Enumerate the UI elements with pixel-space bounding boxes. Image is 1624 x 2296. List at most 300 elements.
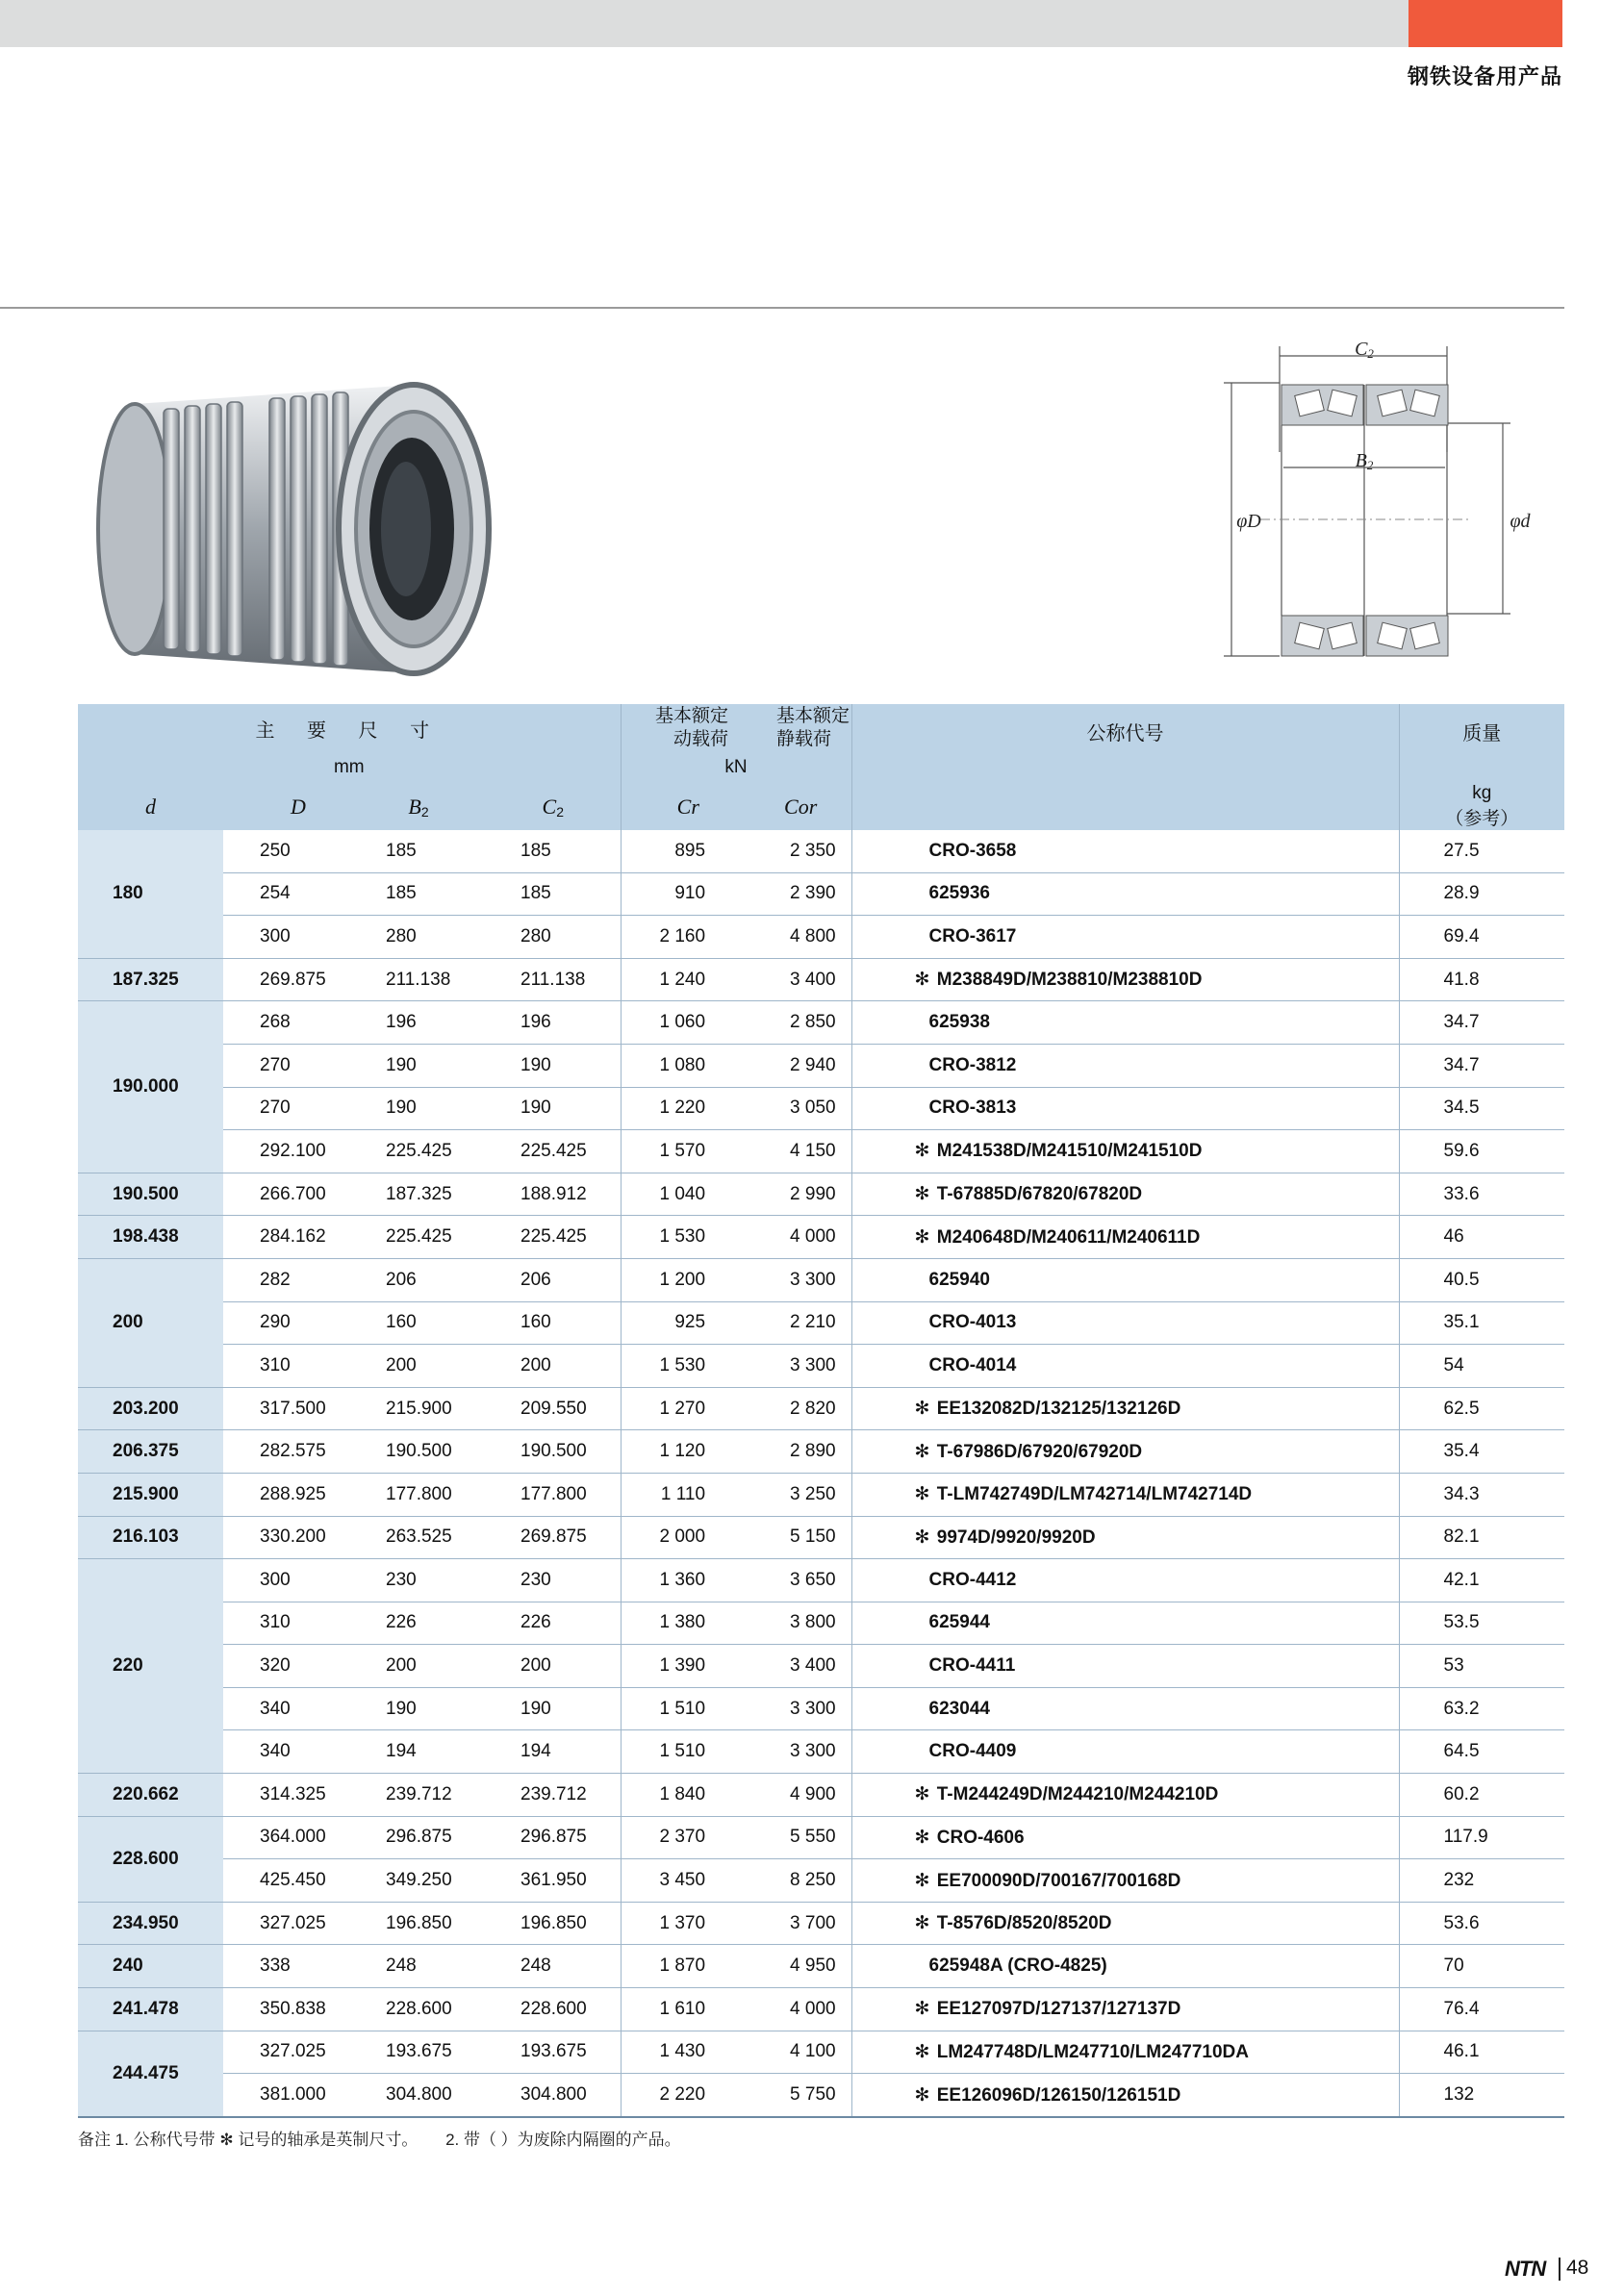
cell-static-Cor: 4 950 — [755, 1945, 851, 1988]
table-row — [78, 1173, 1564, 1216]
cell-outer-D: 327.025 — [223, 1902, 351, 1945]
table-row — [78, 1430, 1564, 1474]
cell-static-Cor: 5 150 — [755, 1516, 851, 1559]
cell-dynamic-Cr: 1 060 — [621, 1001, 755, 1045]
cell-mass: 28.9 — [1399, 872, 1564, 916]
cell-outer-D: 320 — [223, 1645, 351, 1688]
cell-mass: 53.5 — [1399, 1602, 1564, 1645]
designation-text: T-M244249D/M244210/M244210D — [936, 1784, 1219, 1805]
imperial-star-icon: ✻ — [914, 2084, 930, 2106]
cell-designation — [851, 1988, 1399, 2031]
cell-bore-d: 234.950 — [78, 1902, 223, 1945]
cell-dynamic-Cr: 2 370 — [621, 1816, 755, 1859]
cell-outer-D: 350.838 — [223, 1988, 351, 2031]
cell-static-Cor: 4 100 — [755, 2031, 851, 2074]
cell-mass: 69.4 — [1399, 916, 1564, 959]
cell-outer-D: 254 — [223, 872, 351, 916]
header-unit-mm: mm — [78, 752, 621, 783]
cell-width-C2: 193.675 — [486, 2031, 621, 2074]
cell-dynamic-Cr: 1 530 — [621, 1345, 755, 1388]
cell-bore-d: 244.475 — [78, 2031, 223, 2117]
cell-designation — [851, 1602, 1399, 1645]
designation-text: LM247748D/LM247710/LM247710DA — [936, 2041, 1249, 2062]
table-row — [78, 1473, 1564, 1516]
cell-designation — [851, 958, 1399, 1001]
cell-designation — [851, 1859, 1399, 1903]
cell-dynamic-Cr: 1 220 — [621, 1087, 755, 1130]
header-mass: 质量 — [1399, 704, 1564, 783]
table-row — [78, 1774, 1564, 1817]
designation-text: 625940 — [928, 1269, 990, 1290]
table-row — [78, 1687, 1564, 1730]
designation-text: CRO-3812 — [928, 1054, 1017, 1075]
cell-static-Cor: 3 250 — [755, 1473, 851, 1516]
cell-width-B2: 280 — [351, 916, 486, 959]
cell-dynamic-Cr: 1 080 — [621, 1044, 755, 1087]
cell-width-C2: 239.712 — [486, 1774, 621, 1817]
designation-text: T-8576D/8520/8520D — [936, 1913, 1112, 1934]
cell-static-Cor: 3 650 — [755, 1559, 851, 1602]
cell-dynamic-Cr: 1 200 — [621, 1258, 755, 1301]
cell-outer-D: 338 — [223, 1945, 351, 1988]
imperial-star-icon: ✻ — [914, 970, 930, 991]
table-row — [78, 1044, 1564, 1087]
cell-designation — [851, 1345, 1399, 1388]
cell-mass: 41.8 — [1399, 958, 1564, 1001]
designation-text: M238849D/M238810/M238810D — [936, 970, 1203, 991]
cell-outer-D: 317.500 — [223, 1387, 351, 1430]
cell-dynamic-Cr: 1 510 — [621, 1687, 755, 1730]
cell-static-Cor: 3 800 — [755, 1602, 851, 1645]
cell-dynamic-Cr: 895 — [621, 830, 755, 872]
cell-designation — [851, 1902, 1399, 1945]
designation-text: CRO-3617 — [928, 925, 1017, 946]
header-col-Cor: Cor — [755, 783, 851, 830]
cell-outer-D: 364.000 — [223, 1816, 351, 1859]
cell-static-Cor: 2 890 — [755, 1430, 851, 1474]
header-col-Cr: Cr — [621, 783, 755, 830]
header-dynamic-load: 基本额定 动载荷 — [621, 704, 755, 752]
cell-width-C2: 196.850 — [486, 1902, 621, 1945]
table-row — [78, 1387, 1564, 1430]
cell-width-B2: 160 — [351, 1301, 486, 1345]
table-row — [78, 1001, 1564, 1045]
designation-text: T-67986D/67920/67920D — [936, 1441, 1143, 1462]
cell-width-C2: 190 — [486, 1044, 621, 1087]
cell-outer-D: 266.700 — [223, 1173, 351, 1216]
cell-outer-D: 327.025 — [223, 2031, 351, 2074]
header-col-code-empty — [851, 783, 1399, 830]
cell-bore-d: 190.000 — [78, 1001, 223, 1173]
cell-designation — [851, 1430, 1399, 1474]
cell-static-Cor: 5 550 — [755, 1816, 851, 1859]
cell-designation — [851, 1258, 1399, 1301]
imperial-star-icon: ✻ — [914, 1870, 930, 1891]
cell-mass: 64.5 — [1399, 1730, 1564, 1774]
cell-static-Cor: 2 940 — [755, 1044, 851, 1087]
cell-width-B2: 200 — [351, 1345, 486, 1388]
imperial-star-icon: ✻ — [914, 1784, 930, 1805]
cell-mass: 34.3 — [1399, 1473, 1564, 1516]
cell-width-C2: 190.500 — [486, 1430, 621, 1474]
cell-dynamic-Cr: 1 510 — [621, 1730, 755, 1774]
cell-width-C2: 200 — [486, 1345, 621, 1388]
cell-static-Cor: 4 800 — [755, 916, 851, 959]
cell-designation — [851, 916, 1399, 959]
imperial-star-icon: ✻ — [914, 1999, 930, 2020]
designation-text: M241538D/M241510/M241510D — [936, 1141, 1203, 1162]
cell-width-B2: 206 — [351, 1258, 486, 1301]
cell-width-C2: 248 — [486, 1945, 621, 1988]
header-unit-kn: kN — [621, 752, 851, 783]
designation-text: CRO-4409 — [928, 1741, 1017, 1762]
cell-width-C2: 185 — [486, 872, 621, 916]
designation-text: 623044 — [928, 1698, 990, 1719]
cell-width-B2: 190 — [351, 1044, 486, 1087]
cell-width-C2: 361.950 — [486, 1859, 621, 1903]
cell-designation — [851, 872, 1399, 916]
table-row — [78, 1730, 1564, 1774]
imperial-star-icon: ✻ — [914, 1226, 930, 1248]
cell-designation — [851, 1687, 1399, 1730]
cell-dynamic-Cr: 1 840 — [621, 1774, 755, 1817]
cell-width-B2: 196.850 — [351, 1902, 486, 1945]
cell-static-Cor: 4 000 — [755, 1988, 851, 2031]
imperial-star-icon: ✻ — [914, 1141, 930, 1162]
cell-outer-D: 381.000 — [223, 2074, 351, 2117]
cell-outer-D: 290 — [223, 1301, 351, 1345]
diagram-phi-D-label: φD — [1236, 511, 1261, 532]
dimension-diagram — [1222, 337, 1559, 669]
table-row — [78, 2074, 1564, 2117]
diagram-c2-label: C — [1355, 339, 1368, 360]
cell-dynamic-Cr: 1 870 — [621, 1945, 755, 1988]
imperial-star-icon: ✻ — [914, 1184, 930, 1205]
header-col-d: d — [78, 783, 223, 830]
cell-static-Cor: 3 400 — [755, 1645, 851, 1688]
cell-mass: 54 — [1399, 1345, 1564, 1388]
imperial-star-icon: ✻ — [914, 1827, 930, 1848]
cell-bore-d: 206.375 — [78, 1430, 223, 1474]
cell-bore-d: 216.103 — [78, 1516, 223, 1559]
imperial-star-icon: ✻ — [914, 1441, 930, 1462]
cell-designation — [851, 1087, 1399, 1130]
designation-text: 625938 — [928, 1012, 990, 1033]
cell-width-C2: 190 — [486, 1687, 621, 1730]
cell-outer-D: 282.575 — [223, 1430, 351, 1474]
table-row — [78, 1087, 1564, 1130]
cell-width-C2: 225.425 — [486, 1130, 621, 1173]
cell-designation — [851, 1559, 1399, 1602]
cell-static-Cor: 8 250 — [755, 1859, 851, 1903]
cell-bore-d: 203.200 — [78, 1387, 223, 1430]
imperial-star-icon: ✻ — [914, 1484, 930, 1505]
table-row — [78, 1345, 1564, 1388]
header-col-C2: $C_2$ — [486, 783, 621, 830]
designation-text: CRO-4411 — [928, 1655, 1016, 1677]
cell-outer-D: 340 — [223, 1730, 351, 1774]
designation-text: CRO-4013 — [928, 1312, 1017, 1333]
cell-designation — [851, 1816, 1399, 1859]
table-row — [78, 872, 1564, 916]
cell-width-C2: 304.800 — [486, 2074, 621, 2117]
cell-mass: 76.4 — [1399, 1988, 1564, 2031]
cell-designation — [851, 2074, 1399, 2117]
cell-designation — [851, 1945, 1399, 1988]
cell-width-C2: 200 — [486, 1645, 621, 1688]
cell-width-C2: 228.600 — [486, 1988, 621, 2031]
cell-static-Cor: 5 750 — [755, 2074, 851, 2117]
cell-width-B2: 248 — [351, 1945, 486, 1988]
svg-text:C2: C2 — [1355, 339, 1374, 361]
cell-width-C2: 190 — [486, 1087, 621, 1130]
cell-width-C2: 185 — [486, 830, 621, 872]
footnote — [78, 2126, 704, 2150]
table-row — [78, 916, 1564, 959]
cell-width-B2: 228.600 — [351, 1988, 486, 2031]
cell-width-C2: 280 — [486, 916, 621, 959]
cell-width-B2: 200 — [351, 1645, 486, 1688]
cell-dynamic-Cr: 1 380 — [621, 1602, 755, 1645]
cell-dynamic-Cr: 2 160 — [621, 916, 755, 959]
cell-designation — [851, 1473, 1399, 1516]
cell-bore-d: 187.325 — [78, 958, 223, 1001]
header-divider — [0, 307, 1564, 309]
cell-outer-D: 282 — [223, 1258, 351, 1301]
cell-width-C2: 230 — [486, 1559, 621, 1602]
table-row — [78, 1258, 1564, 1301]
cell-bore-d: 220.662 — [78, 1774, 223, 1817]
cell-width-B2: 190 — [351, 1087, 486, 1130]
cell-width-C2: 211.138 — [486, 958, 621, 1001]
cell-dynamic-Cr: 1 360 — [621, 1559, 755, 1602]
designation-text: CRO-3813 — [928, 1098, 1017, 1119]
header-main-dimensions: 主 要 尺 寸 — [78, 704, 621, 752]
cell-width-C2: 188.912 — [486, 1173, 621, 1216]
designation-text: CRO-4412 — [928, 1569, 1017, 1590]
table-row — [78, 1988, 1564, 2031]
designation-text: T-67885D/67820/67820D — [936, 1184, 1143, 1205]
cell-outer-D: 288.925 — [223, 1473, 351, 1516]
designation-text: CRO-3658 — [928, 840, 1017, 861]
header-col-B2: $B_2$ — [351, 783, 486, 830]
cell-outer-D: 270 — [223, 1087, 351, 1130]
cell-width-B2: 211.138 — [351, 958, 486, 1001]
cell-mass: 63.2 — [1399, 1687, 1564, 1730]
designation-text: M240648D/M240611/M240611D — [936, 1226, 1201, 1248]
cell-bore-d: 220 — [78, 1559, 223, 1774]
table-row — [78, 1130, 1564, 1173]
cell-width-B2: 230 — [351, 1559, 486, 1602]
table-row — [78, 1645, 1564, 1688]
table-row — [78, 1559, 1564, 1602]
designation-text: EE700090D/700167/700168D — [936, 1870, 1181, 1891]
designation-text: EE126096D/126150/126151D — [936, 2084, 1181, 2106]
imperial-star-icon: ✻ — [914, 1526, 930, 1548]
cell-width-C2: 269.875 — [486, 1516, 621, 1559]
cell-width-C2: 196 — [486, 1001, 621, 1045]
cell-bore-d: 241.478 — [78, 1988, 223, 2031]
section-title: 钢铁设备用产品 — [1407, 64, 1562, 88]
table-row — [78, 1602, 1564, 1645]
cell-outer-D: 310 — [223, 1602, 351, 1645]
cell-outer-D: 310 — [223, 1345, 351, 1388]
cell-static-Cor: 3 300 — [755, 1687, 851, 1730]
cell-designation — [851, 2031, 1399, 2074]
cell-mass: 34.7 — [1399, 1001, 1564, 1045]
cell-outer-D: 340 — [223, 1687, 351, 1730]
cell-mass: 35.4 — [1399, 1430, 1564, 1474]
cell-width-B2: 193.675 — [351, 2031, 486, 2074]
cell-dynamic-Cr: 2 000 — [621, 1516, 755, 1559]
footnote-1: 备注 1. 公称代号带 ✻ 记号的轴承是英制尺寸。 — [78, 2131, 419, 2149]
page-number: 48 — [1566, 2257, 1589, 2279]
cell-mass: 27.5 — [1399, 830, 1564, 872]
cell-width-B2: 263.525 — [351, 1516, 486, 1559]
cell-static-Cor: 3 300 — [755, 1258, 851, 1301]
cell-outer-D: 269.875 — [223, 958, 351, 1001]
cell-mass: 59.6 — [1399, 1130, 1564, 1173]
designation-text: EE127097D/127137/127137D — [936, 1999, 1181, 2020]
cell-static-Cor: 3 700 — [755, 1902, 851, 1945]
cell-static-Cor: 4 900 — [755, 1774, 851, 1817]
cell-outer-D: 270 — [223, 1044, 351, 1087]
cell-designation — [851, 1516, 1399, 1559]
cell-dynamic-Cr: 1 240 — [621, 958, 755, 1001]
cell-width-B2: 226 — [351, 1602, 486, 1645]
cell-dynamic-Cr: 910 — [621, 872, 755, 916]
cell-mass: 53.6 — [1399, 1902, 1564, 1945]
cell-width-B2: 177.800 — [351, 1473, 486, 1516]
cell-outer-D: 300 — [223, 1559, 351, 1602]
cell-static-Cor: 4 150 — [755, 1130, 851, 1173]
table-row — [78, 1216, 1564, 1259]
cell-width-B2: 185 — [351, 830, 486, 872]
cell-width-C2: 177.800 — [486, 1473, 621, 1516]
cell-mass: 60.2 — [1399, 1774, 1564, 1817]
cell-static-Cor: 2 820 — [755, 1387, 851, 1430]
cell-mass: 40.5 — [1399, 1258, 1564, 1301]
cell-outer-D: 292.100 — [223, 1130, 351, 1173]
diagram-b2-label: B — [1355, 450, 1367, 471]
cell-width-B2: 349.250 — [351, 1859, 486, 1903]
cell-mass: 34.7 — [1399, 1044, 1564, 1087]
cell-mass: 42.1 — [1399, 1559, 1564, 1602]
cell-outer-D: 300 — [223, 916, 351, 959]
cell-bore-d: 190.500 — [78, 1173, 223, 1216]
cell-mass: 35.1 — [1399, 1301, 1564, 1345]
cell-static-Cor: 2 390 — [755, 872, 851, 916]
cell-width-B2: 239.712 — [351, 1774, 486, 1817]
table-row — [78, 1902, 1564, 1945]
cell-designation — [851, 1730, 1399, 1774]
cell-bore-d: 198.438 — [78, 1216, 223, 1259]
cell-designation — [851, 1774, 1399, 1817]
diagram-phi-d-label: φd — [1510, 511, 1531, 532]
cell-static-Cor: 2 990 — [755, 1173, 851, 1216]
brand-logo: NTN — [1505, 2257, 1546, 2281]
cell-static-Cor: 3 300 — [755, 1730, 851, 1774]
cell-width-B2: 185 — [351, 872, 486, 916]
cell-outer-D: 425.450 — [223, 1859, 351, 1903]
cell-designation — [851, 1130, 1399, 1173]
header-designation: 公称代号 — [851, 704, 1399, 783]
cell-mass: 82.1 — [1399, 1516, 1564, 1559]
cell-dynamic-Cr: 1 110 — [621, 1473, 755, 1516]
svg-text:B2: B2 — [1355, 450, 1374, 472]
designation-text: CRO-4014 — [928, 1354, 1017, 1375]
cell-bore-d: 228.600 — [78, 1816, 223, 1902]
designation-text: 625944 — [928, 1612, 990, 1633]
cell-mass: 33.6 — [1399, 1173, 1564, 1216]
cell-static-Cor: 3 300 — [755, 1345, 851, 1388]
cell-width-C2: 206 — [486, 1258, 621, 1301]
cell-dynamic-Cr: 2 220 — [621, 2074, 755, 2117]
cell-dynamic-Cr: 1 430 — [621, 2031, 755, 2074]
table-row — [78, 1516, 1564, 1559]
cell-designation — [851, 1216, 1399, 1259]
cell-width-C2: 226 — [486, 1602, 621, 1645]
cell-static-Cor: 2 850 — [755, 1001, 851, 1045]
table-row — [78, 1816, 1564, 1859]
table-row — [78, 1859, 1564, 1903]
cell-designation — [851, 1301, 1399, 1345]
imperial-star-icon: ✻ — [914, 2041, 930, 2062]
imperial-star-icon: ✻ — [914, 1913, 930, 1934]
cell-bore-d: 200 — [78, 1258, 223, 1387]
designation-text: T-LM742749D/LM742714/LM742714D — [936, 1484, 1253, 1505]
designation-text: EE132082D/132125/132126D — [936, 1399, 1181, 1420]
footnote-2: 2. 带（ ）为废除内隔圈的产品。 — [445, 2131, 681, 2149]
cell-dynamic-Cr: 1 610 — [621, 1988, 755, 2031]
cell-outer-D: 330.200 — [223, 1516, 351, 1559]
header-static-load: 基本额定 静载荷 — [755, 704, 851, 752]
designation-text: 625936 — [928, 883, 990, 904]
cell-static-Cor: 3 400 — [755, 958, 851, 1001]
header-col-D: D — [223, 783, 351, 830]
cell-mass: 117.9 — [1399, 1816, 1564, 1859]
spec-table-body — [78, 830, 1564, 2117]
cell-designation — [851, 1044, 1399, 1087]
designation-text: CRO-4606 — [936, 1827, 1025, 1848]
cell-bore-d: 215.900 — [78, 1473, 223, 1516]
cell-outer-D: 268 — [223, 1001, 351, 1045]
header-col-mass-note: kg （参考） — [1399, 783, 1564, 830]
cell-width-C2: 209.550 — [486, 1387, 621, 1430]
cell-outer-D: 250 — [223, 830, 351, 872]
cell-width-C2: 194 — [486, 1730, 621, 1774]
cell-width-B2: 304.800 — [351, 2074, 486, 2117]
cell-mass: 232 — [1399, 1859, 1564, 1903]
footer-divider — [1559, 2258, 1561, 2281]
cell-width-B2: 215.900 — [351, 1387, 486, 1430]
cell-width-B2: 296.875 — [351, 1816, 486, 1859]
cell-width-B2: 225.425 — [351, 1130, 486, 1173]
cell-mass: 34.5 — [1399, 1087, 1564, 1130]
cell-outer-D: 314.325 — [223, 1774, 351, 1817]
table-row — [78, 1945, 1564, 1988]
cell-width-C2: 225.425 — [486, 1216, 621, 1259]
top-bar — [0, 0, 1562, 47]
cell-mass: 53 — [1399, 1645, 1564, 1688]
cell-dynamic-Cr: 1 530 — [621, 1216, 755, 1259]
cell-bore-d: 180 — [78, 830, 223, 958]
bearing-spec-table — [78, 704, 1564, 2118]
cell-static-Cor: 2 350 — [755, 830, 851, 872]
imperial-star-icon: ✻ — [914, 1399, 930, 1420]
cell-outer-D: 284.162 — [223, 1216, 351, 1259]
cell-designation — [851, 1173, 1399, 1216]
